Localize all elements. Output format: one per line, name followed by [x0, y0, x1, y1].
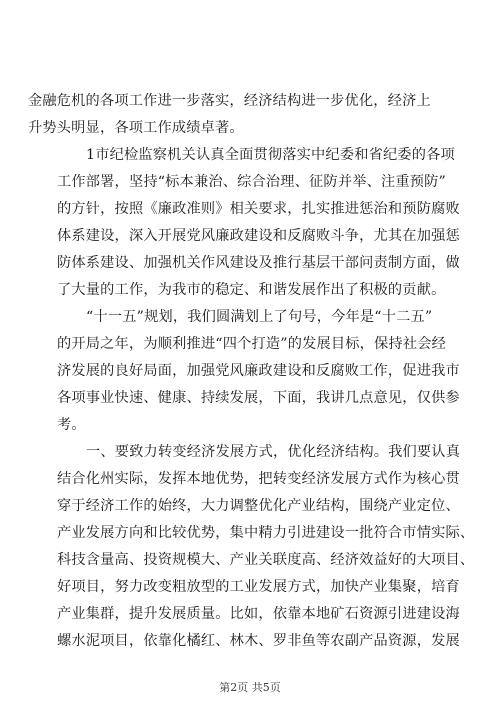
paragraph-start-line: 一、要致力转变经济发展方式，优化经济结构。我们要认真 [86, 444, 461, 460]
text-line: 防体系建设、加强机关作风建设及推行基层干部问责制方面，做 [57, 255, 460, 271]
text-line: 考。 [57, 417, 86, 433]
text-line: 各项事业快速、健康、持续发展，下面，我讲几点意见，仅供参 [57, 390, 460, 406]
text-line: 螺水泥项目，依靠化橘红、林木、罗非鱼等农副产品资源，发展 [57, 633, 460, 649]
text-line: 济发展的良好局面，加强党风廉政建设和反腐败工作，促进我市 [57, 363, 460, 379]
text-line: 好项目，努力改变粗放型的工业发展方式，加快产业集聚，培育 [57, 579, 460, 595]
paragraph-start-line: 1市纪检监察机关认真全面贯彻落实中纪委和省纪委的各项 [86, 147, 455, 163]
text-line: 科技含量高、投资规模大、产业关联度高、经济效益好的大项目、 [57, 552, 475, 568]
page-number-footer: 第2页 共5页 [219, 681, 281, 694]
text-line: 工作部署，坚持“标本兼治、综合治理、征防并举、注重预防” [57, 174, 446, 190]
text-line: 体系建设，深入开展党风廉政建设和反腐败斗争，尤其在加强惩 [57, 228, 460, 244]
text-line: 升势头明显，各项工作成绩卓著。 [28, 120, 244, 136]
text-line: 的开局之年，为顺利推进“四个打造”的发展目标，保持社会经 [57, 336, 446, 352]
text-line: 产业集群，提升发展质量。比如，依靠本地矿石资源引进建设海 [57, 606, 460, 622]
paragraph-start-line: “十一五”规划，我们圆满划上了句号，今年是“十二五” [86, 309, 433, 325]
text-line: 产业发展方向和比较优势，集中精力引进建设一批符合市情实际、 [57, 525, 475, 541]
text-line: 金融危机的各项工作进一步落实，经济结构进一步优化，经济上 [28, 93, 431, 109]
text-line: 了大量的工作，为我市的稳定、和谐发展作出了积极的贡献。 [57, 282, 446, 298]
text-line: 结合化州实际，发挥本地优势，把转变经济发展方式作为核心贯 [57, 471, 460, 487]
text-line: 穿于经济工作的始终，大力调整优化产业结构，围绕产业定位、 [57, 498, 460, 514]
text-line: 的方针，按照《廉政准则》相关要求，扎实推进惩治和预防腐败 [57, 201, 460, 217]
